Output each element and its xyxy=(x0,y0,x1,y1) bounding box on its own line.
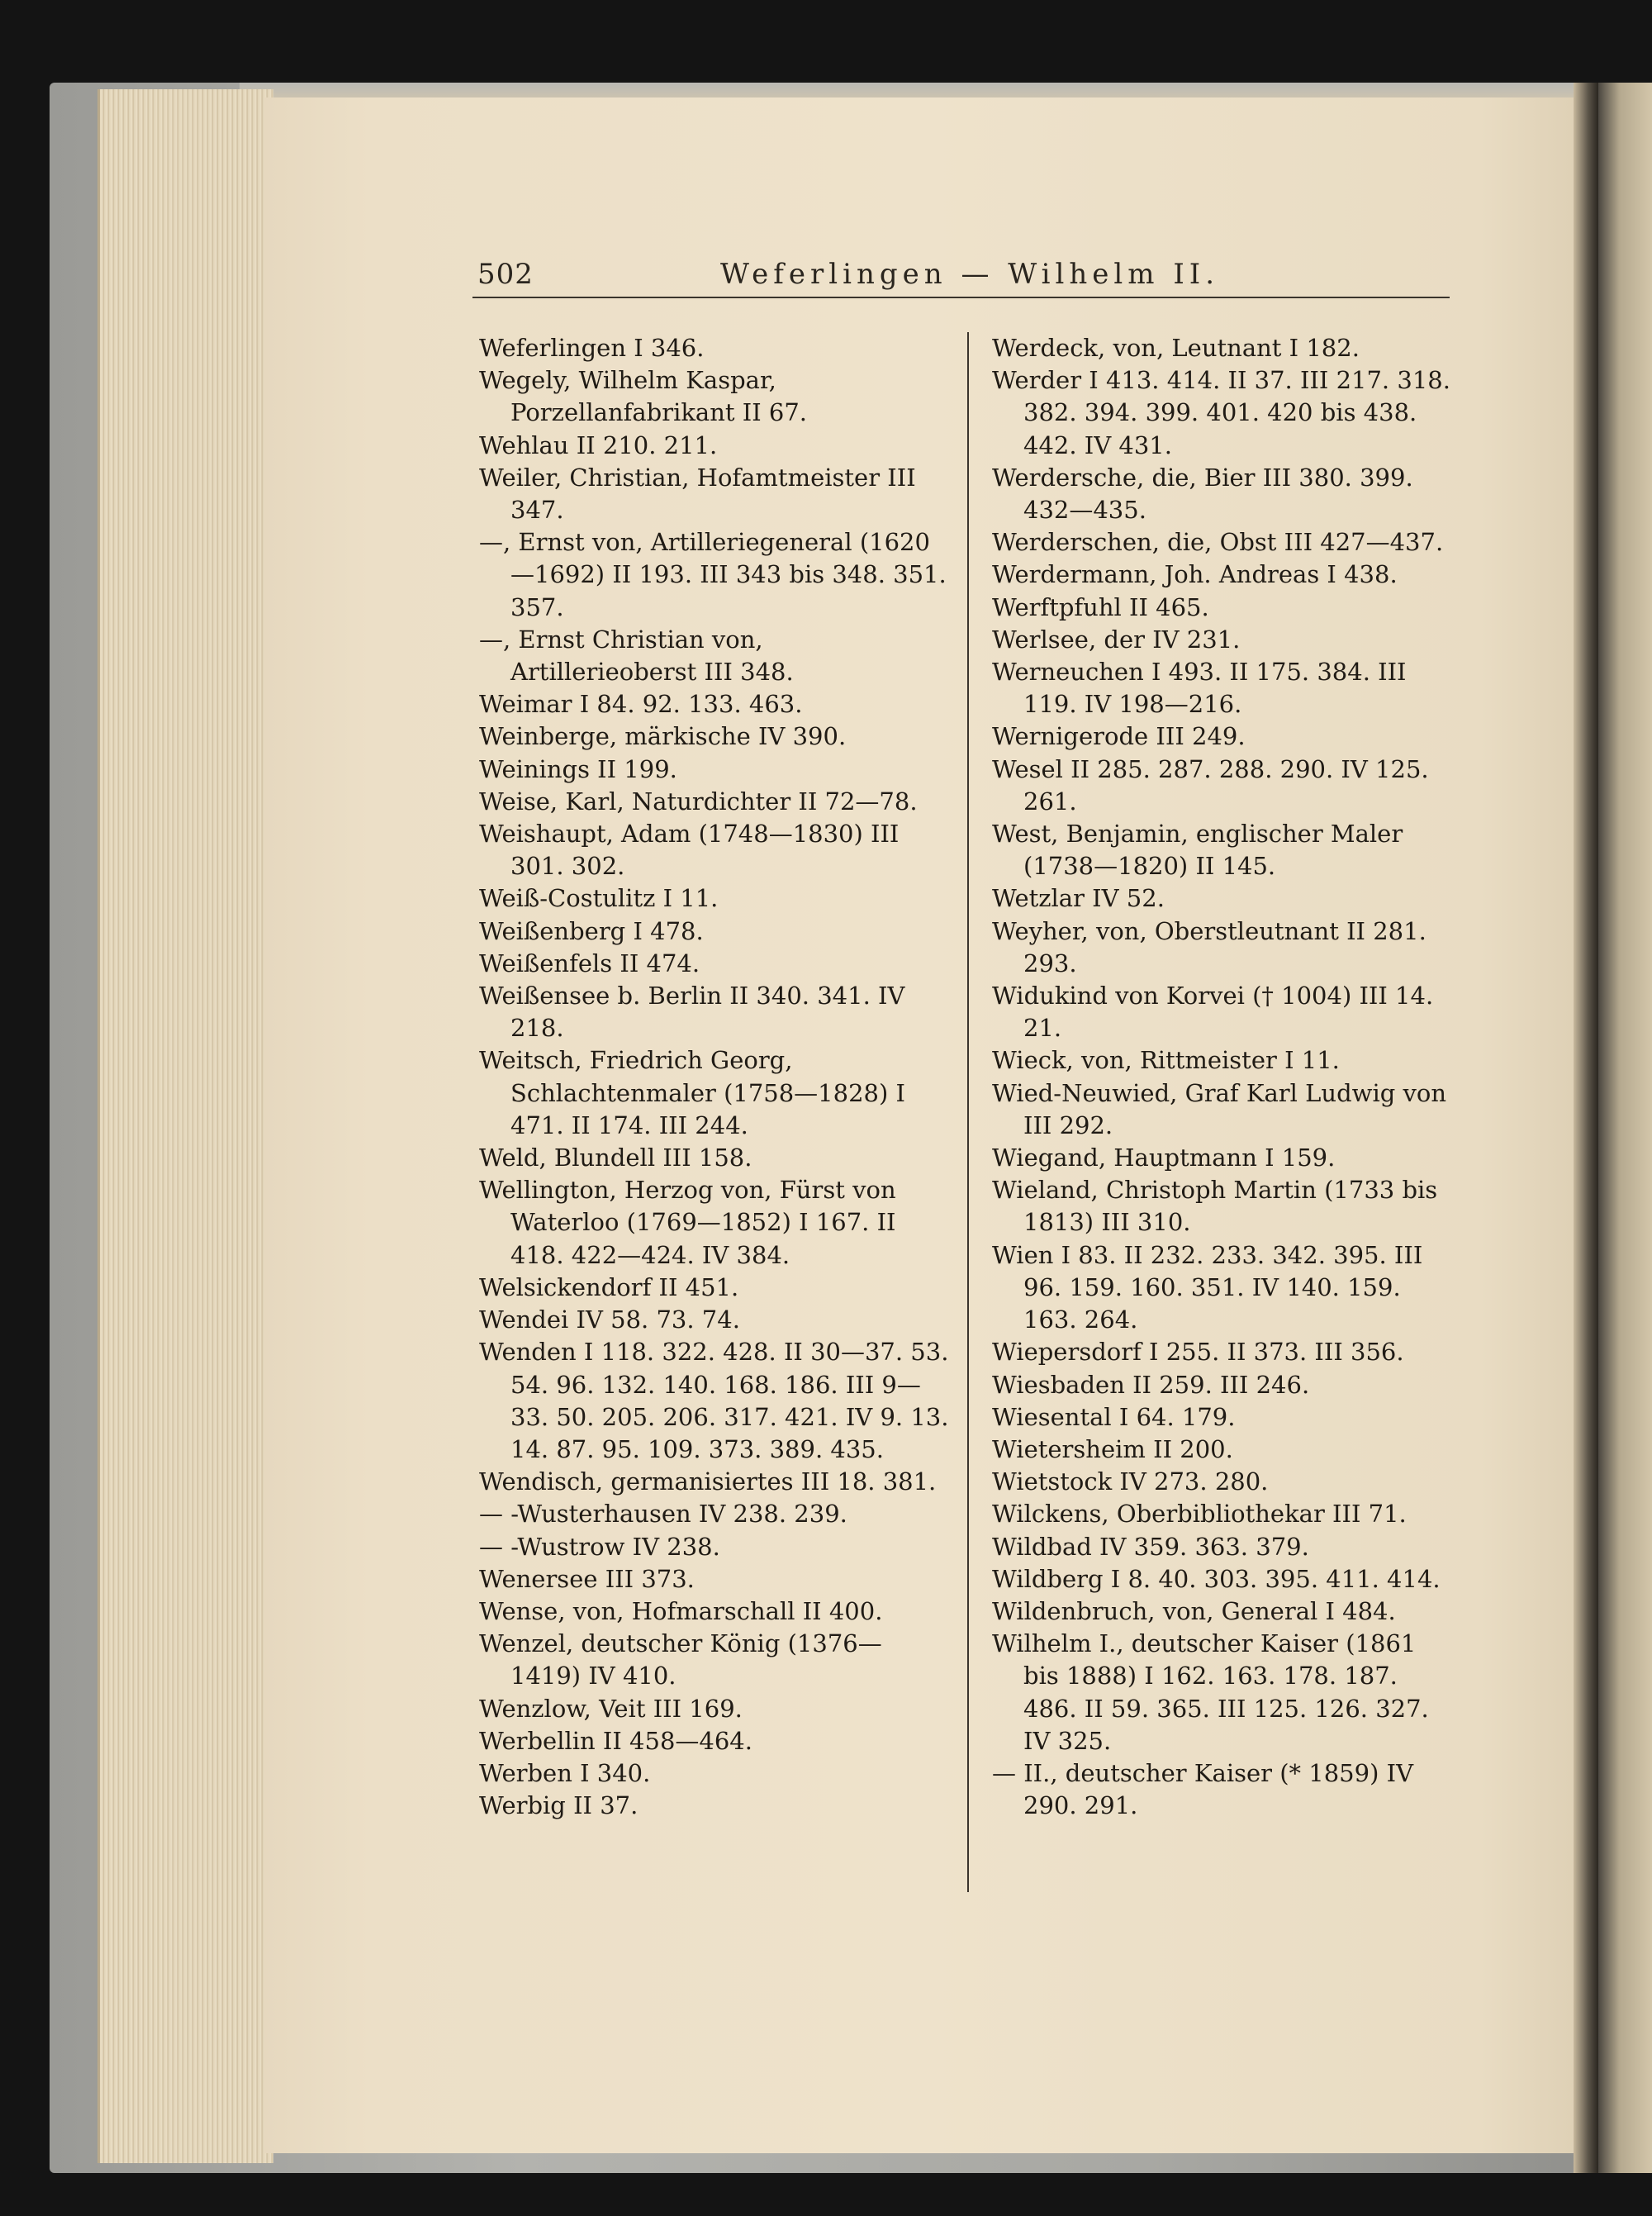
index-entry: Wietersheim II 200. xyxy=(992,1434,1233,1463)
index-entry: Wenersee III 373. xyxy=(479,1564,695,1593)
index-entry: Werdersche, die, Bier III 380. 399. 432—435. xyxy=(992,463,1413,525)
index-entry: Wellington, Herzog von, Fürst von Waterloo (1769—1852) I 167. II 418. 422—424. IV 384. xyxy=(479,1176,896,1269)
running-head-title: Weferlingen — Wilhelm II. xyxy=(720,258,1220,291)
index-entry: Wehlau II 210. 211. xyxy=(479,430,718,459)
facing-page-edge xyxy=(1598,83,1652,2173)
index-entry: Wildberg I 8. 40. 303. 395. 411. 414. xyxy=(992,1564,1441,1593)
index-entry: Wernigerode III 249. xyxy=(992,722,1246,751)
index-entry: Wien I 83. II 232. 233. 342. 395. III 96. 159. 160. 351. IV 140. 159. 163. 264. xyxy=(992,1240,1423,1334)
index-entry: — -Wustrow IV 238. xyxy=(479,1532,720,1561)
index-entry: Weißensee b. Berlin II 340. 341. IV 218. xyxy=(479,982,905,1043)
index-entry: —, Ernst von, Artilleriegeneral (1620—1692) II 193. III 343 bis 348. 351. 357. xyxy=(479,528,947,621)
index-entry: Werderschen, die, Obst III 427—437. xyxy=(992,528,1444,557)
index-entry: Werder I 413. 414. II 37. III 217. 318. 382. 394. 399. 401. 420 bis 438. 442. IV 431. xyxy=(992,366,1450,459)
index-entry: Werben I 340. xyxy=(479,1758,651,1787)
index-entry: Weißenfels II 474. xyxy=(479,949,700,977)
index-entry: West, Benjamin, englischer Maler (1738—1820) II 145. xyxy=(992,820,1403,881)
index-entry: Wiegand, Hauptmann I 159. xyxy=(992,1144,1336,1172)
index-entry: Werdermann, Joh. Andreas I 438. xyxy=(992,560,1398,589)
index-entry: Wieck, von, Rittmeister I 11. xyxy=(992,1046,1340,1075)
index-entry: Werdeck, von, Leutnant I 182. xyxy=(992,334,1360,362)
index-entry: Weiler, Christian, Hofamtmeister III 347. xyxy=(479,463,916,525)
index-entry: Weld, Blundell III 158. xyxy=(479,1144,752,1172)
index-entry: Wiepersdorf I 255. II 373. III 356. xyxy=(992,1338,1404,1367)
index-entry: Wilckens, Oberbibliothekar III 71. xyxy=(992,1500,1407,1529)
index-entry: Wenden I 118. 322. 428. II 30—37. 53. 54. 96. 132. 140. 168. 186. III 9—33. 50. 205. 206. 317. 421. IV 9. 13. 14. 87. 95. 109. 373. 389. 435. xyxy=(479,1338,949,1463)
index-entry: Werbig II 37. xyxy=(479,1791,638,1820)
column-divider xyxy=(967,332,969,1892)
index-entry: Wenzel, deutscher König (1376—1419) IV 410. xyxy=(479,1629,882,1691)
index-entry: Weiß-Costulitz I 11. xyxy=(479,884,719,913)
index-entry: Wildenbruch, von, General I 484. xyxy=(992,1596,1396,1625)
book-gutter xyxy=(1574,83,1598,2173)
index-entry: Wetzlar IV 52. xyxy=(992,884,1165,913)
index-entry: Werbellin II 458—464. xyxy=(479,1726,752,1755)
header-rule xyxy=(472,297,1450,298)
index-entry: Wegely, Wilhelm Kaspar, Porzellanfabrikant II 67. xyxy=(479,366,808,427)
index-entry: Wilhelm I., deutscher Kaiser (1861 bis 1888) I 162. 163. 178. 187. 486. II 59. 365. III 125. 126. 327. IV 325. xyxy=(992,1629,1429,1755)
index-entry: Weise, Karl, Naturdichter II 72—78. xyxy=(479,787,918,816)
index-entry: Werneuchen I 493. II 175. 384. III 119. IV 198—216. xyxy=(992,658,1407,719)
index-entry: — II., deutscher Kaiser (* 1859) IV 290. 291. xyxy=(992,1758,1414,1820)
index-entry: Wesel II 285. 287. 288. 290. IV 125. 261. xyxy=(992,754,1429,816)
index-entry: Wieland, Christoph Martin (1733 bis 1813) III 310. xyxy=(992,1176,1438,1237)
index-entry: Wied-Neuwied, Graf Karl Ludwig von III 292. xyxy=(992,1078,1447,1139)
index-entry: Weitsch, Friedrich Georg, Schlachtenmaler (1758—1828) I 471. II 174. III 244. xyxy=(479,1046,905,1139)
index-entry: Weyher, von, Oberstleutnant II 281. 293. xyxy=(992,916,1427,977)
index-entry: —, Ernst Christian von, Artillerieoberst III 348. xyxy=(479,625,794,687)
index-entry: Werlsee, der IV 231. xyxy=(992,625,1241,654)
index-entry: Wiesental I 64. 179. xyxy=(992,1402,1236,1431)
index-entry: Weinberge, märkische IV 390. xyxy=(479,722,847,751)
index-entry: Werftpfuhl II 465. xyxy=(992,592,1209,621)
index-entry: Weishaupt, Adam (1748—1830) III 301. 302. xyxy=(479,820,900,881)
index-entry: Wendisch, germanisiertes III 18. 381. xyxy=(479,1467,937,1496)
page-edges xyxy=(97,89,273,2163)
index-entry: Weißenberg I 478. xyxy=(479,916,704,945)
index-entry: Weimar I 84. 92. 133. 463. xyxy=(479,690,803,719)
index-entry: Wiesbaden II 259. III 246. xyxy=(992,1370,1310,1399)
index-entry: — -Wusterhausen IV 238. 239. xyxy=(479,1500,847,1529)
page-number: 502 xyxy=(477,258,534,291)
index-entry: Wense, von, Hofmarschall II 400. xyxy=(479,1596,883,1625)
index-column-left xyxy=(479,332,950,1822)
index-column-right xyxy=(992,332,1455,1822)
index-entry: Wenzlow, Veit III 169. xyxy=(479,1694,743,1723)
index-entry: Wietstock IV 273. 280. xyxy=(992,1467,1269,1496)
index-entry: Weferlingen I 346. xyxy=(479,334,705,362)
index-entry: Widukind von Korvei († 1004) III 14. 21. xyxy=(992,982,1434,1043)
index-entry: Wendei IV 58. 73. 74. xyxy=(479,1305,740,1334)
index-entry: Wildbad IV 359. 363. 379. xyxy=(992,1532,1309,1561)
index-entry: Welsickendorf II 451. xyxy=(479,1272,739,1301)
index-entry: Weinings II 199. xyxy=(479,754,677,783)
